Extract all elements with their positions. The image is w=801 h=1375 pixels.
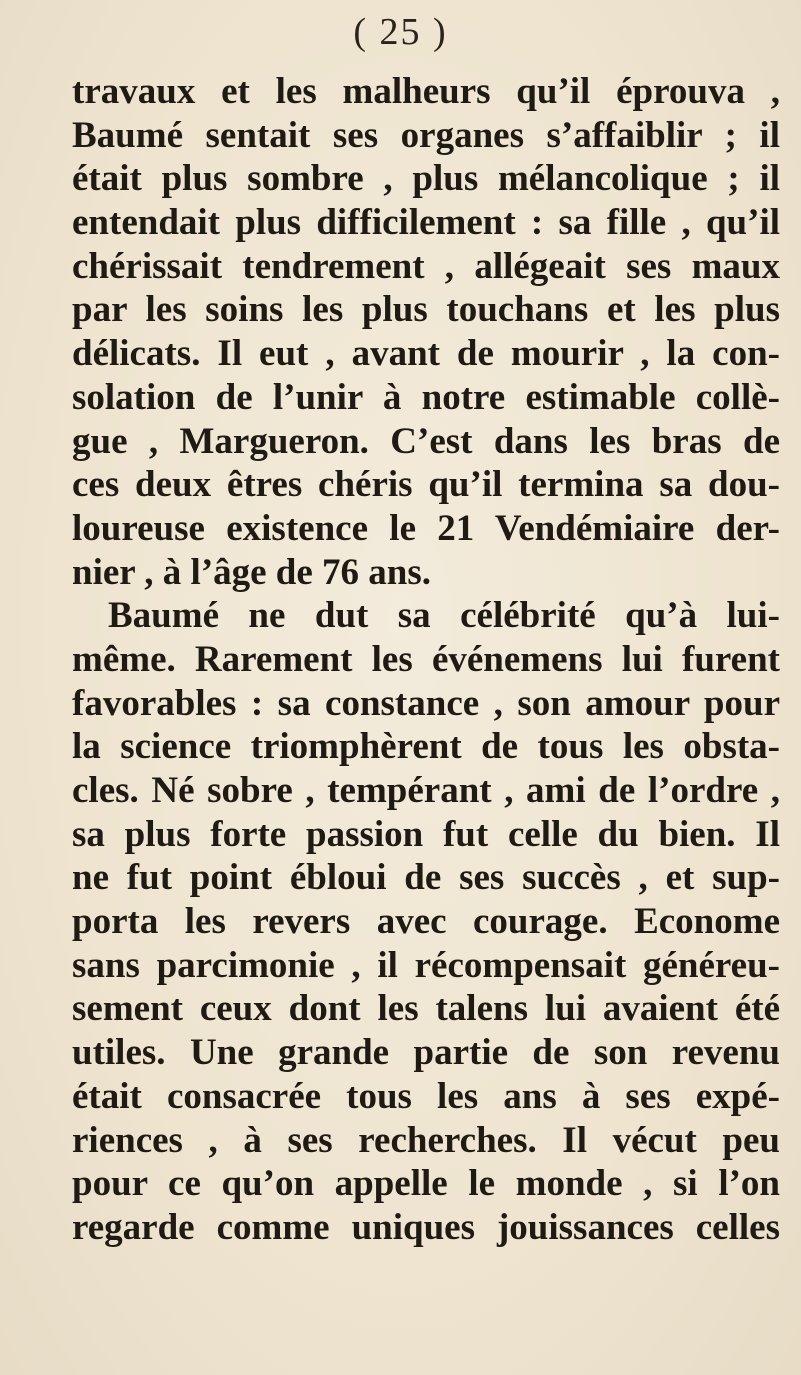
text-line: sa plus forte passion fut celle du bien. Il (72, 813, 780, 855)
text-line: ne fut point ébloui de ses succès , et sup- (72, 857, 780, 899)
text-line: était plus sombre , plus mélancolique ; il (72, 158, 780, 200)
text-line: entendait plus difficilement : sa fille , qu’il (72, 202, 780, 244)
text-line: regarde comme uniques jouissances celles (72, 1206, 780, 1248)
page-number: ( 25 ) (353, 11, 448, 53)
text-line: pour ce qu’on appelle le monde , si l’on (72, 1163, 780, 1205)
text-line: par les soins les plus touchans et les plus (72, 289, 780, 331)
text-line: favorables : sa constance , son amour pour (72, 682, 780, 724)
text-line: même. Rarement les événemens lui furent (72, 638, 780, 680)
text-line: nier , à l’âge de 76 ans. (72, 551, 432, 593)
text-line: la science triomphèrent de tous les obsta- (72, 726, 780, 768)
text-line: chérissait tendrement , allégeait ses maux (72, 245, 780, 287)
text-line: loureuse existence le 21 Vendémiaire der- (72, 507, 780, 549)
text-line: sement ceux dont les talens lui avaient été (72, 988, 780, 1030)
text-line: cles. Né sobre , tempérant , ami de l’ordre , (72, 770, 780, 811)
text-line: ces deux êtres chéris qu’il termina sa dou- (72, 464, 780, 506)
text-line: Baumé ne dut sa célébrité qu’à lui- (108, 595, 780, 637)
body-text (72, 70, 780, 1250)
text-line: utiles. Une grande partie de son revenu (72, 1032, 780, 1074)
text-line: délicats. Il eut , avant de mourir , la con- (72, 333, 780, 375)
text-line: gue , Margueron. C’est dans les bras de (72, 420, 780, 462)
text-line: riences , à ses recherches. Il vécut peu (72, 1119, 780, 1161)
text-line: sans parcimonie , il récompensait généreu- (72, 944, 780, 986)
text-line: était consacrée tous les ans à ses expé- (72, 1075, 780, 1117)
text-line: travaux et les malheurs qu’il éprouva , (72, 71, 780, 112)
text-line: porta les revers avec courage. Econome (72, 901, 780, 943)
text-line: Baumé sentait ses organes s’affaiblir ; il (72, 114, 780, 156)
text-line: solation de l’unir à notre estimable collè- (72, 376, 780, 418)
